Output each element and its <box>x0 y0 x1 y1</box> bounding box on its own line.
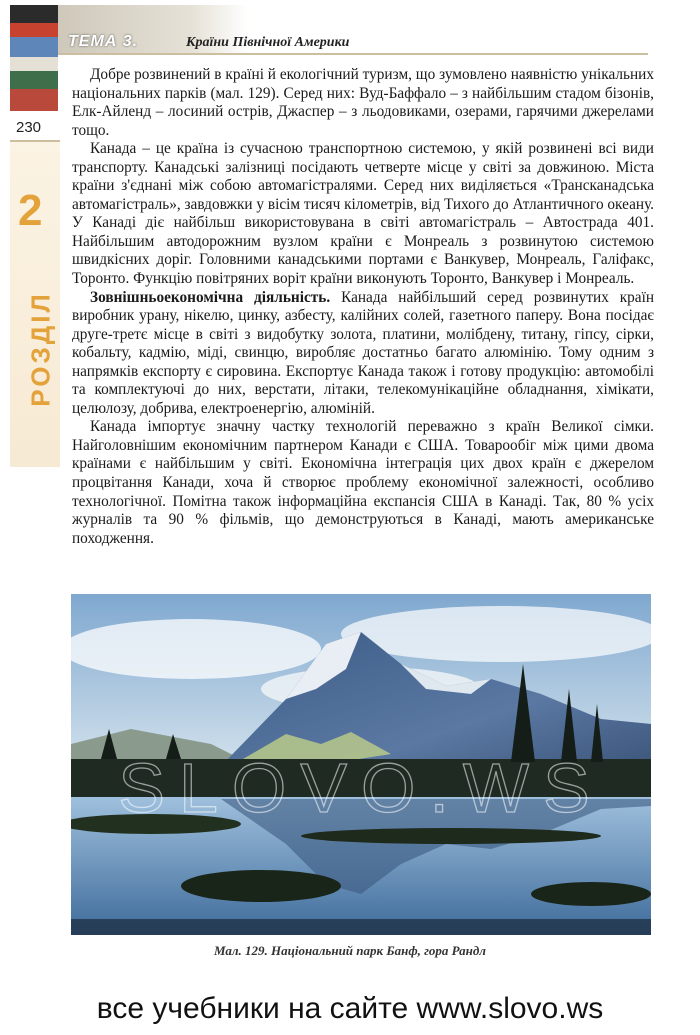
paragraph: Добре розвинений в країні й екологічний туризм, що зумовлено наявністю унікальних національних парків (мал. 129). Серед них: Вуд-Баффало – з найбільшим стадом бізонів, Елк-Айленд – лосиний острів, Джаспер – з льодовиками, озерами, гарячими джерелами тощо. <box>72 66 654 139</box>
chapter-title: Країни Північної Америки <box>186 35 350 50</box>
paragraph-heading: Зовнішньоекономічна діяльність. <box>90 288 331 306</box>
paragraph: Зовнішньоекономічна діяльність. Канада найбільший серед розвинутих країн виробник урану, нікелю, цинку, азбесту, калійних солей, газетного паперу. Вона посідає друге-третє місце в світі з видобутку золота, платини, молібдену, титану, гіпсу, сірки, кобальту, кадмію, міді, свинцю, виробляє достатньо багато алюмінію. Тому одним з напрямків експорту є сировина. Експортує Канада також і готову продукцію: автомобілі та комплектуючі до них, верстати, літаки, телекомунікаційне обладнання, хімікати, целюлозу, добрива, електроенергію, алюміній. <box>72 288 655 417</box>
paragraph: Канада імпортує значну частку технологій переважно з країн Великої сімки. Найголовнішим економічним партнером Канади є США. Товарообіг між цими двома країнами є найбільшим у світі. Економічна інтеграція цих двох країн є джерелом процвітання Канади, хоча й створює проблему економічної залежності, особливо технологічної. Помітна також інформаційна експансія США в Канаді. Так, 80 % усіх журналів та 90 % фільмів, що демонструються в Канаді, мають американське походження. <box>72 418 654 547</box>
page-number: 230 <box>16 119 42 136</box>
section-number: 2 <box>18 186 43 235</box>
body-text <box>72 66 654 548</box>
section-label: РОЗДІЛ <box>25 291 56 407</box>
figure-watermark: SLOVO.WS <box>118 749 604 827</box>
figure-caption: Мал. 129. Національний парк Банф, гора Рандл <box>214 943 486 958</box>
footer-text: все учебники на сайте www.slovo.ws <box>96 992 604 1025</box>
topic-label: ТЕМА 3. <box>68 33 139 50</box>
figure-photo <box>71 594 651 935</box>
header-thumbnail-image <box>10 5 58 111</box>
header-bar <box>58 28 648 55</box>
paragraph: Канада – це країна із сучасною транспортною системою, у якій розвинені всі види транспорту. Канадські залізниці посідають четверте місце у світі за довжиною. Міста країни з'єднані між собою автомагістралями. Серед них виділяється «Трансканадська автомагістраль», завдовжки у вісім тисяч кілометрів, від Тихого до Атлантичного океану. У Канаді діє найбільш використовувана в світі автомагістраль – Автострада 401. Найбільшим автодорожним вузлом країни є Монреаль з розвинутою системою швидкісних доріг. Головними канадськими портами є Ванкувер, Монреаль, Галіфакс, Торонто. Функцію повітряних воріт країни виконують Торонто, Ванкувер і Монреаль. <box>72 140 655 288</box>
